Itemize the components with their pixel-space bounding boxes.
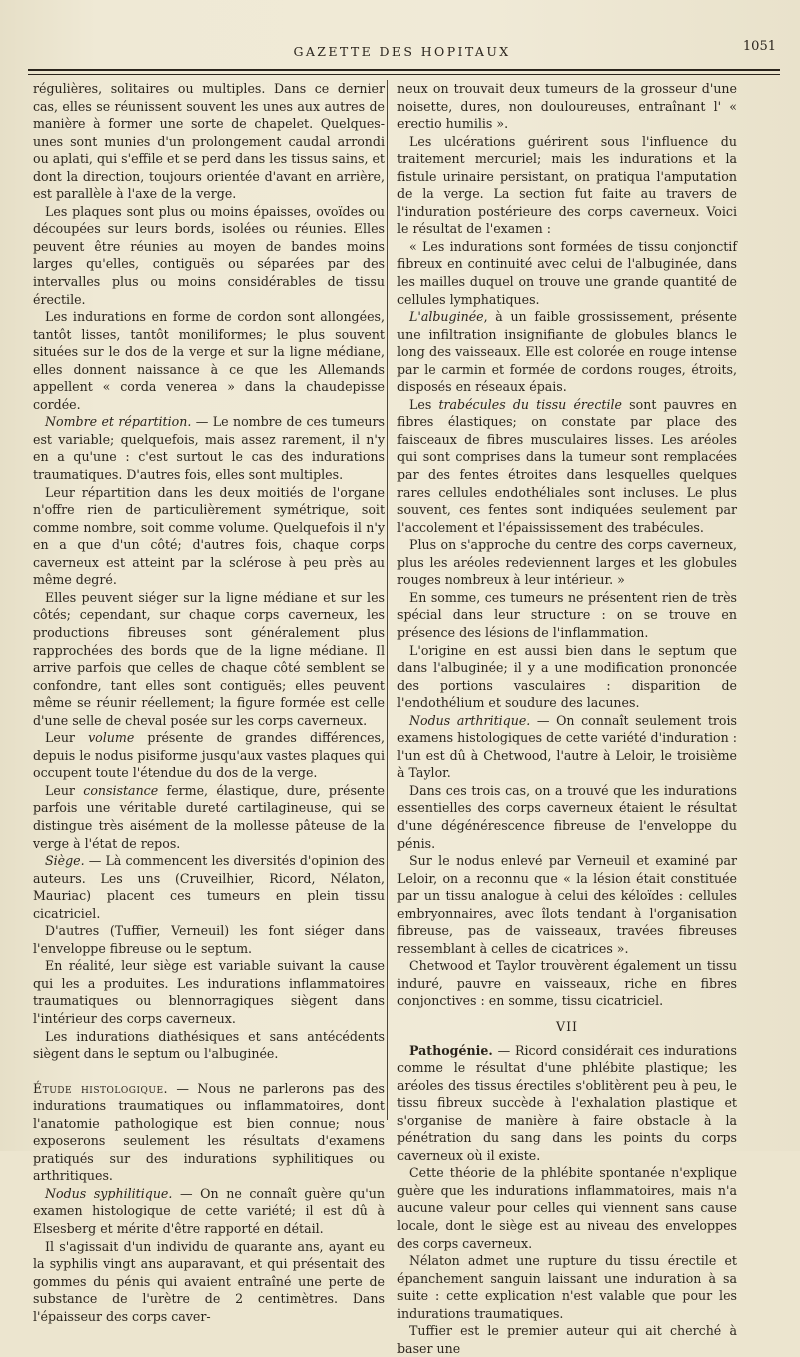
paragraph-text: Dans ces trois cas, on a trouvé que les indurations essentielles des corps caverneux étaient le résultat d'une dégénérescence fibreuse de l'enveloppe du pénis. <box>397 782 737 851</box>
paragraph <box>33 308 385 413</box>
paragraph-text: Les plaques sont plus ou moins épaisses, ovoïdes ou découpées sur leurs bords, isolées ou réunies. Elles peuvent être réunies au moyen de bandes moins larges qu'elles, contiguës ou séparées par des intervalles plus ou moins considérables de tissu érectile. <box>33 203 385 307</box>
paragraph-text: Les indurations en forme de cordon sont allongées, tantôt lisses, tantôt moniliformes; le plus souvent situées sur le dos de la verge et sur la ligne médiane, elles donnent naissance à ce que les Allemands appellent « corda venerea » dans la chaudepisse cordée. <box>33 309 385 412</box>
paragraph <box>397 957 737 1010</box>
paragraph-text: — On connaît seulement trois examens histologiques de cette variété d'induration : l'un est dû à Chetwood, l'autre à Leloir, le troisième à Taylor. <box>397 712 737 781</box>
paragraph <box>33 957 385 1027</box>
paragraph-text: — Le nombre de ces tumeurs est variable; quelquefois, mais assez rarement, il n'y en a qu'une : c'est surtout le cas des indurations traumatiques. D'autres fois, elles sont multiples. <box>33 414 385 483</box>
header-rule-thick <box>28 69 780 71</box>
paragraph-text: présente de grandes différences, depuis le nodus pisiforme jusqu'aux vastes plaques qui occupent toute l'étendue du dos de la verge. <box>33 730 386 781</box>
page-header <box>28 39 776 64</box>
paragraph <box>397 396 737 536</box>
paragraph-text: Nélaton admet une rupture du tissu érectile et épanchement sanguin laissant une induration à sa suite : cette explication n'est valable que pour les indurations traumatiques. <box>397 1253 737 1321</box>
paragraph-text: « Les indurations sont formées de tissu conjonctif fibreux en continuité avec celui de l'albuginée, dans les mailles duquel on trouve une grande quantité de cellules lymphatiques. <box>397 238 737 307</box>
right-column <box>397 80 737 1357</box>
paragraph-heading: Nodus arthritique. <box>409 712 531 728</box>
paragraph-heading: consistance <box>83 782 159 798</box>
paragraph-text: ferme, élastique, dure, présente parfois une véritable dureté cartilagineuse, qui se distingue très aisément de la mollesse pâteuse de la verge à l'état de repos. <box>33 782 385 851</box>
paragraph-text: Les ulcérations guérirent sous l'influence du traitement mercuriel; mais les indurations et la fistule urinaire persistant, on pratiqua l'amputation de la verge. La section fut faite au travers de l'induration postérieure des corps caverneux. Voici le résultat de l'examen : <box>397 133 737 237</box>
paragraph-prefix: Leur <box>45 782 84 798</box>
paragraph <box>33 782 385 852</box>
paragraph-text: — Là commencent les diversités d'opinion des auteurs. Les uns (Cruveilhier, Ricord, Nélaton, Mauriac) placent ces tumeurs en plein tissu cicatriciel. <box>33 853 385 921</box>
left-column <box>33 80 385 1325</box>
section-number: VII <box>555 1018 579 1034</box>
paragraph <box>33 1080 385 1185</box>
paragraph <box>397 852 737 957</box>
paragraph <box>397 1164 737 1252</box>
paragraph-text: Les indurations diathésiques et sans antécédents siègent dans le septum ou l'albuginée. <box>33 1028 385 1062</box>
paragraph <box>33 1185 385 1238</box>
paragraph <box>33 922 385 957</box>
paragraph-text: sont pauvres en fibres élastiques; on constate par place des faisceaux de fibres musculaires lisses. Les aréoles qui sont comprises dans la tumeur sont remplacées par des fentes étroites dans lesquelles quelques rares cellules endothéliales sont incluses. Le plus souvent, ces fentes sont indiquées seulement par l'accolement et l'épaississement des trabécules. <box>397 396 737 535</box>
paragraph <box>397 1252 737 1322</box>
paragraph <box>397 712 737 782</box>
column-divider <box>387 80 388 1120</box>
paragraph-text: Tuffier est le premier auteur qui ait cherché à baser une <box>397 1323 737 1356</box>
journal-title: GAZETTE DES HOPITAUX <box>293 44 511 59</box>
paragraph-heading: L'albuginée <box>409 309 484 325</box>
paragraph <box>33 413 385 483</box>
paragraph-heading: Pathogénie. <box>409 1042 493 1058</box>
paragraph <box>397 1322 737 1357</box>
paragraph <box>33 589 385 729</box>
paragraph-text: En réalité, leur siège est variable suivant la cause qui les a produites. Les indurations inflammatoires traumatiques ou blennorragiques siègent dans l'intérieur des corps caverneux. <box>33 958 385 1026</box>
paragraph <box>33 203 385 308</box>
paragraph <box>33 1028 385 1063</box>
paragraph-text: Elles peuvent siéger sur la ligne médiane et sur les côtés; cependant, sur chaque corps caverneux, les productions fibreuses sont généralement plus rapprochées des bords que de la ligne médiane. Il arrive parfois que celles de chaque côté semblent se confondre, tant elles sont contiguës; elles peuvent même se réunir réellement; la figure formée est celle d'une selle de cheval posée sur les corps caverneux. <box>33 589 385 728</box>
paragraph <box>397 782 737 852</box>
paragraph <box>397 238 737 308</box>
paragraph-prefix: Leur <box>45 730 89 746</box>
paragraph-text: régulières, solitaires ou multiples. Dans ce dernier cas, elles se réunissent souvent les unes aux autres de manière à former une sorte de chapelet. Quelques-unes sont munies d'un prolongement caudal arrondi ou aplati, qui s'effile et se perd dans les tissus sains, et dont la direction, toujours orientée d'avant en arrière, est parallèle à l'axe de la verge. <box>33 81 385 202</box>
paragraph-text: — Ricord considérait ces indurations comme le résultat d'une phlébite plastique; les aréoles des tissus érectiles s'oblitèrent peu à peu, le tissu fibreux succède à l'exhalation plastique et s'organise de manière à faire obstacle à la pénétration du sang dans les points du corps caverneux où il existe. <box>397 1042 737 1163</box>
paragraph-text: D'autres (Tuffier, Verneuil) les font siéger dans l'enveloppe fibreuse ou le septum. <box>33 923 385 956</box>
paragraph-text: L'origine en est aussi bien dans le septum que dans l'albuginée; il y a une modification prononcée des portions vasculaires : disparition de l'endothélium et soudure des lacunes. <box>397 642 737 711</box>
paragraph <box>33 852 385 922</box>
paragraph <box>397 589 737 642</box>
paragraph-heading: Nombre et répartition. <box>45 414 192 430</box>
paragraph-heading: volume <box>88 730 135 746</box>
paragraph-text: Leur répartition dans les deux moitiés de l'organe n'offre rien de particulièrement symétrique, soit comme nombre, soit comme volume. Quelquefois il n'y en a que d'un côté; d'autres fois, chaque corps caverneux est atteint par la sclérose à peu près au même degré. <box>33 484 385 588</box>
paragraph <box>33 80 385 203</box>
paragraph <box>33 1238 385 1326</box>
paragraph-text: , à un faible grossissement, présente une infiltration insignifiante de globules blancs le long des vaisseaux. Elle est colorée en rouge intense par le carmin et formée de cordons rouges, étroits, disposés en réseaux épais. <box>397 309 737 395</box>
paragraph-text: Il s'agissait d'un individu de quarante ans, ayant eu la syphilis vingt ans auparavant, et qui présentait des gommes du pénis qui avaient entraîné une perte de substance de l'urètre de 2 centimètres. Dans l'épaisseur des corps caver- <box>33 1238 385 1324</box>
paragraph-text: — Nous ne parlerons pas des indurations traumatiques ou inflammatoires, dont l'anatomie pathologique est bien connue; nous exposerons seulement les résultats d'examens pratiqués sur des indurations syphilitiques ou arthritiques. <box>33 1080 385 1184</box>
paragraph <box>397 80 737 133</box>
page-number: 1051 <box>742 39 776 54</box>
paragraph-heading: Étude histologique. <box>33 1080 169 1096</box>
paragraph <box>33 484 385 589</box>
paragraph-text: Plus on s'approche du centre des corps caverneux, plus les aréoles redeviennent larges et les globules rouges nombreux à leur intérieur. » <box>397 537 737 588</box>
paragraph-heading: Nodus syphilitique. <box>45 1185 173 1201</box>
header-rule-thin <box>28 74 780 75</box>
paragraph <box>397 536 737 589</box>
paragraph-text: neux on trouvait deux tumeurs de la grosseur d'une noisette, dures, non douloureuses, entraînant l' « erectio humilis ». <box>397 81 737 132</box>
paragraph-text: En somme, ces tumeurs ne présentent rien de très spécial dans leur structure : on se trouve en présence des lésions de l'inflammation. <box>397 589 737 640</box>
paragraph-text: Cette théorie de la phlébite spontanée n'explique guère que les indurations inflammatoires, mais n'a aucune valeur pour celles qui viennent sans cause locale, dont le siège est au niveau des enveloppes des corps caverneux. <box>397 1165 737 1251</box>
paragraph-text: Sur le nodus enlevé par Verneuil et examiné par Leloir, on a reconnu que « la lésion était constituée par un tissu analogue à celui des kéloïdes : cellules embryonnaires, avec îlots tendant à l'organisation fibreuse, pas de vaisseaux, travées fibreuses ressemblant à celles de cicatrices ». <box>397 853 737 956</box>
paragraph-text: — On ne connaît guère qu'un examen histologique de cette variété; il est dû à Elsesberg et mérite d'être rapporté en détail. <box>33 1185 385 1236</box>
paragraph-heading: trabécules du tissu érectile <box>438 396 622 412</box>
paragraph <box>33 729 385 782</box>
paragraph <box>397 308 737 396</box>
paragraph-prefix: Les <box>409 396 439 412</box>
paragraph-heading: Siège. <box>45 853 85 869</box>
paragraph-text: Chetwood et Taylor trouvèrent également un tissu induré, pauvre en vaisseaux, riche en fibres conjonctives : en somme, tissu cicatriciel. <box>397 958 737 1009</box>
paragraph <box>397 133 737 238</box>
paragraph <box>397 1042 737 1165</box>
paragraph <box>397 642 737 712</box>
